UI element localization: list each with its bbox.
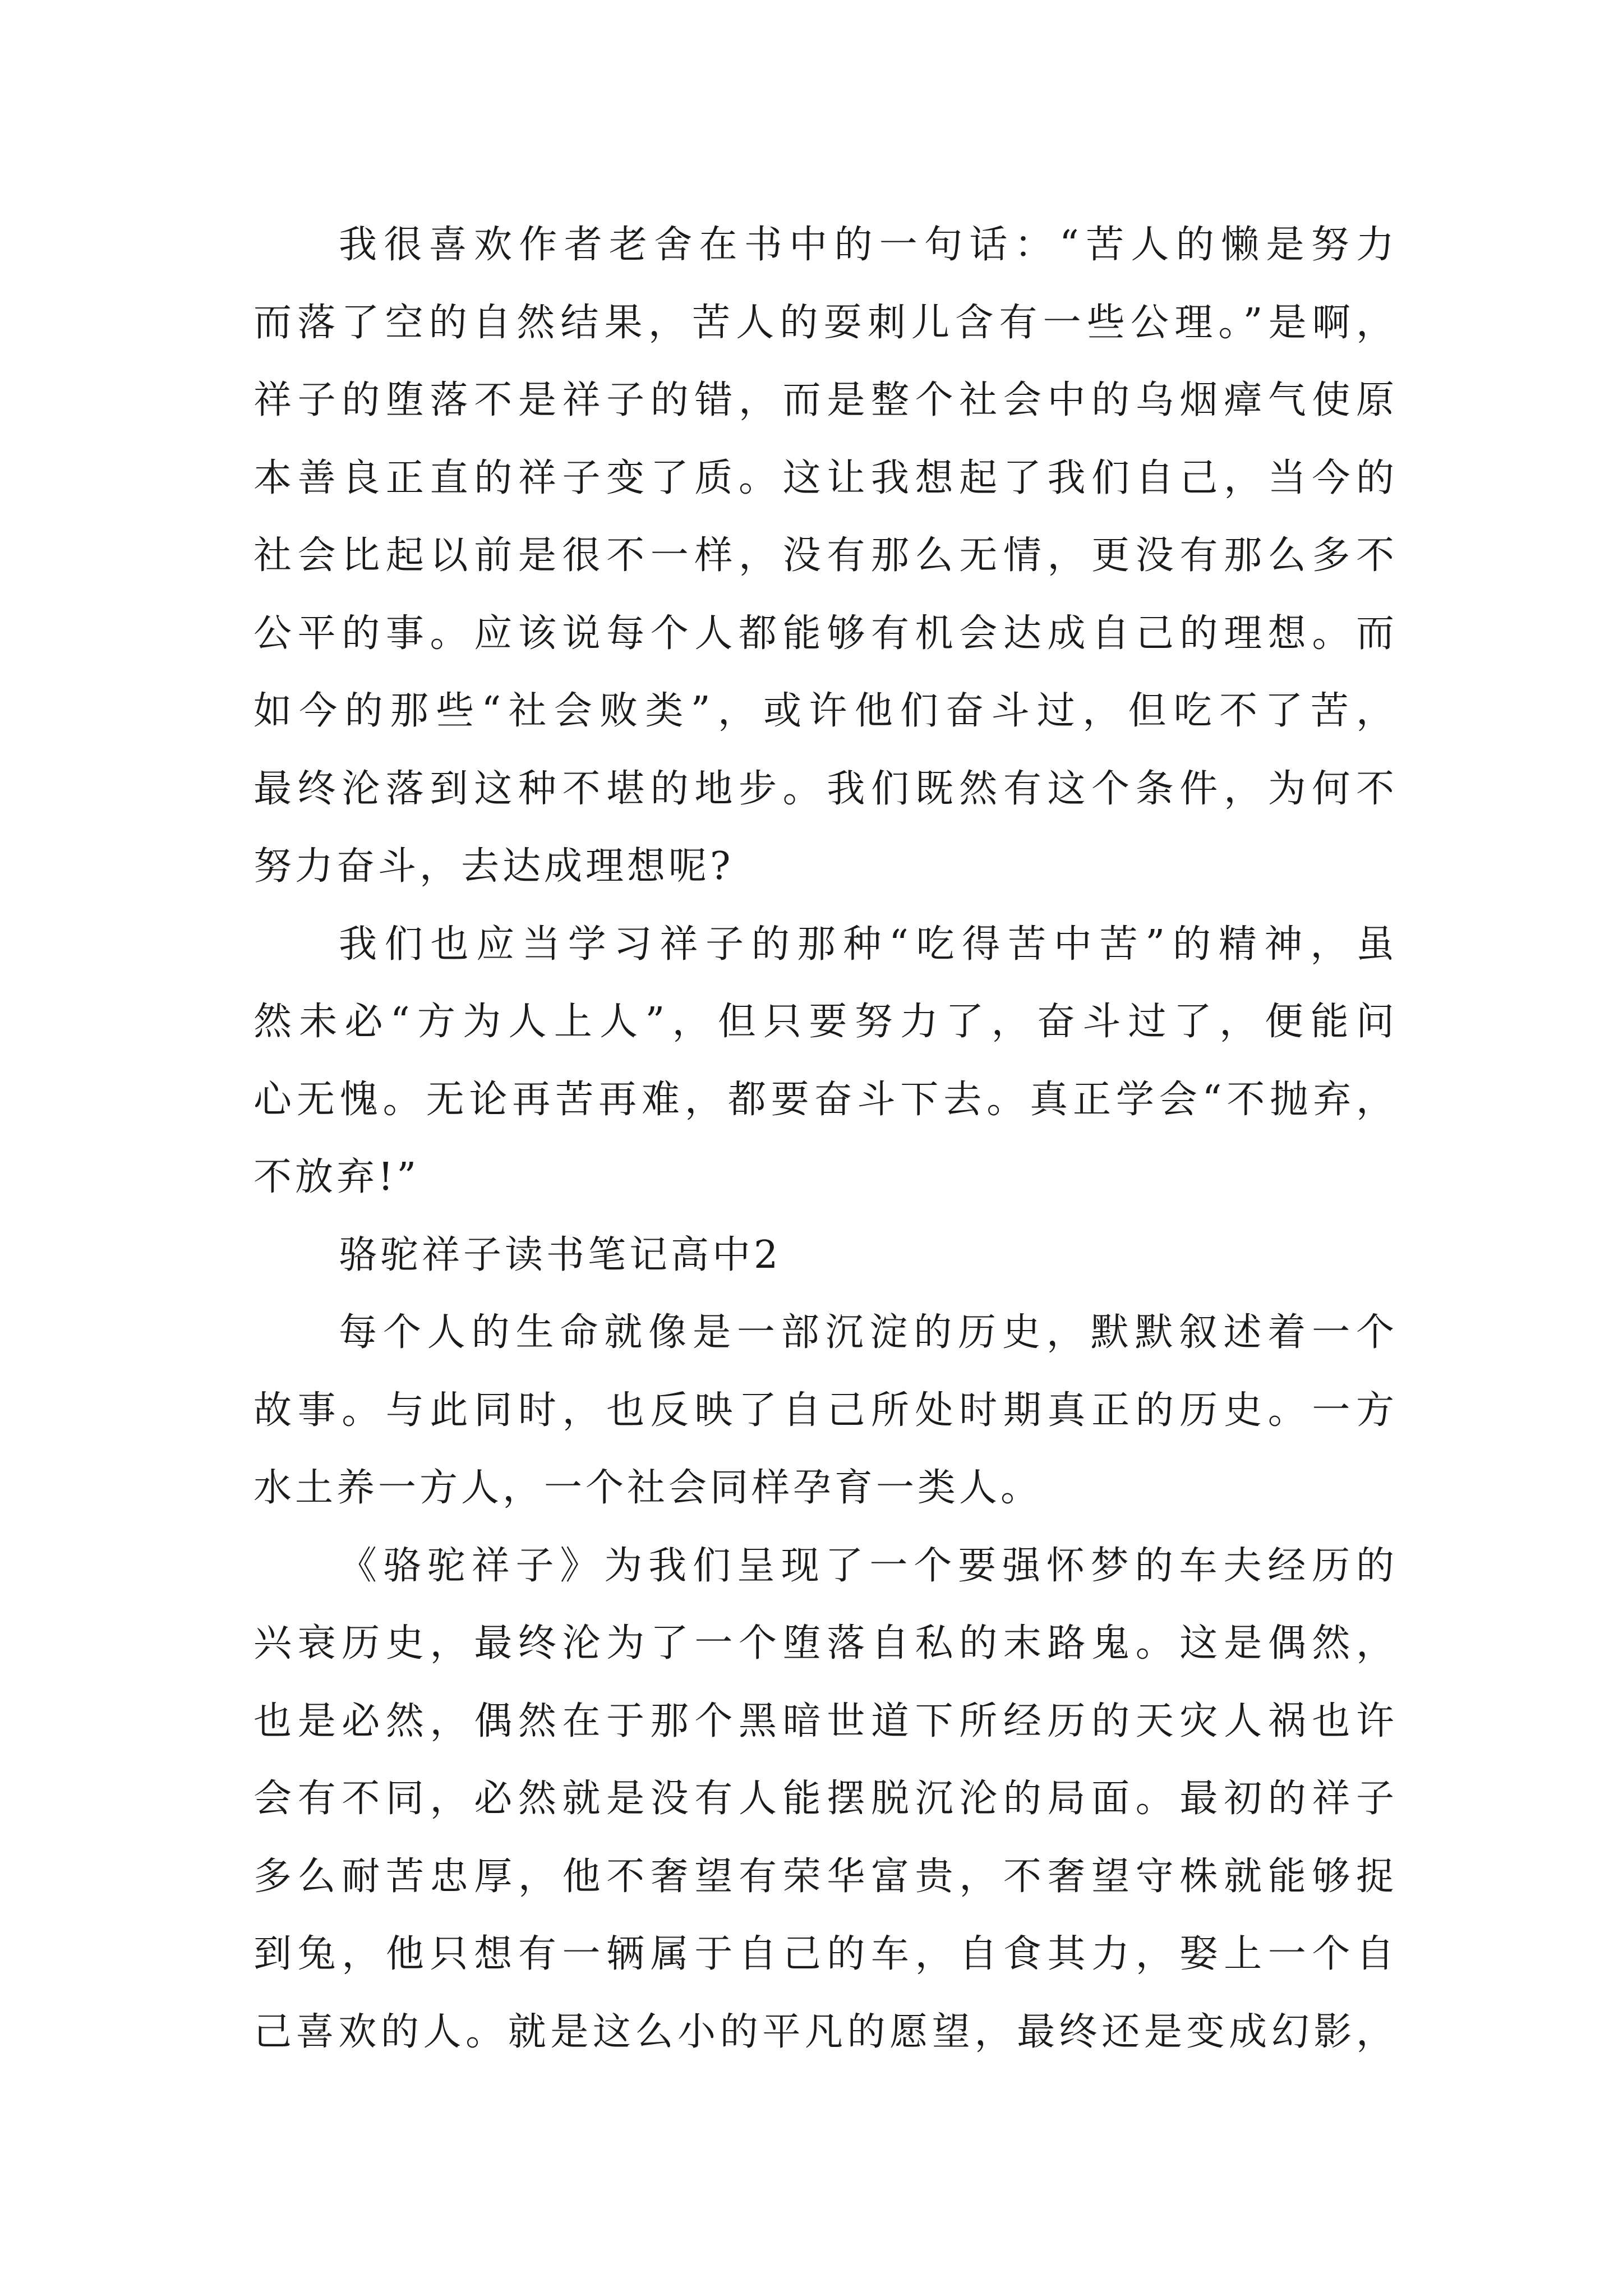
text-line: 祥子的堕落不是祥子的错，而是整个社会中的乌烟瘴气使原 xyxy=(253,378,1398,422)
text-line: 己喜欢的人。就是这么小的平凡的愿望，最终还是变成幻影， xyxy=(253,2009,1398,2054)
text-line: 社会比起以前是很不一样，没有那么无情，更没有那么多不 xyxy=(253,533,1398,578)
text-line: 不放弃!” xyxy=(253,1155,420,1199)
text-line: 故事。与此同时，也反映了自己所处时期真正的历史。一方 xyxy=(253,1388,1398,1433)
text-line: 然未必“方为人上人”，但只要努力了，奋斗过了，便能问 xyxy=(253,1000,1398,1044)
text-line: 最终沦落到这种不堪的地步。我们既然有这个条件，为何不 xyxy=(253,766,1398,811)
text-line: 而落了空的自然结果，苦人的耍刺儿含有一些公理。”是啊， xyxy=(253,300,1398,345)
text-line: 多么耐苦忠厚，他不奢望有荣华富贵，不奢望守株就能够捉 xyxy=(253,1854,1398,1899)
text-line: 兴衰历史，最终沦为了一个堕落自私的末路鬼。这是偶然， xyxy=(253,1621,1398,1665)
text-line: 如今的那些“社会败类”，或许他们奋斗过，但吃不了苦， xyxy=(253,689,1398,733)
text-line: 骆驼祥子读书笔记高中2 xyxy=(339,1232,782,1277)
text-line: 我很喜欢作者老舍在书中的一句话：“苦人的懒是努力 xyxy=(339,223,1398,267)
text-line: 《骆驼祥子》为我们呈现了一个要强怀梦的车夫经历的 xyxy=(339,1543,1398,1588)
text-line: 水土养一方人，一个社会同样孕育一类人。 xyxy=(253,1466,1043,1510)
text-line: 会有不同，必然就是没有人能摆脱沉沦的局面。最初的祥子 xyxy=(253,1777,1398,1821)
document-body xyxy=(253,206,1398,2071)
text-line: 我们也应当学习祥子的那种“吃得苦中苦”的精神，虽 xyxy=(339,922,1398,967)
text-line: 本善良正直的祥子变了质。这让我想起了我们自己，当今的 xyxy=(253,455,1398,500)
text-line: 每个人的生命就像是一部沉淀的历史，默默叙述着一个 xyxy=(339,1310,1398,1355)
text-line: 公平的事。应该说每个人都能够有机会达成自己的理想。而 xyxy=(253,611,1398,656)
text-line: 到兔，他只想有一辆属于自己的车，自食其力，娶上一个自 xyxy=(253,1932,1398,1976)
text-line: 也是必然，偶然在于那个黑暗世道下所经历的天灾人祸也许 xyxy=(253,1699,1398,1743)
text-line: 努力奋斗，去达成理想呢? xyxy=(253,844,734,889)
text-line: 心无愧。无论再苦再难，都要奋斗下去。真正学会“不抛弃， xyxy=(253,1077,1398,1122)
